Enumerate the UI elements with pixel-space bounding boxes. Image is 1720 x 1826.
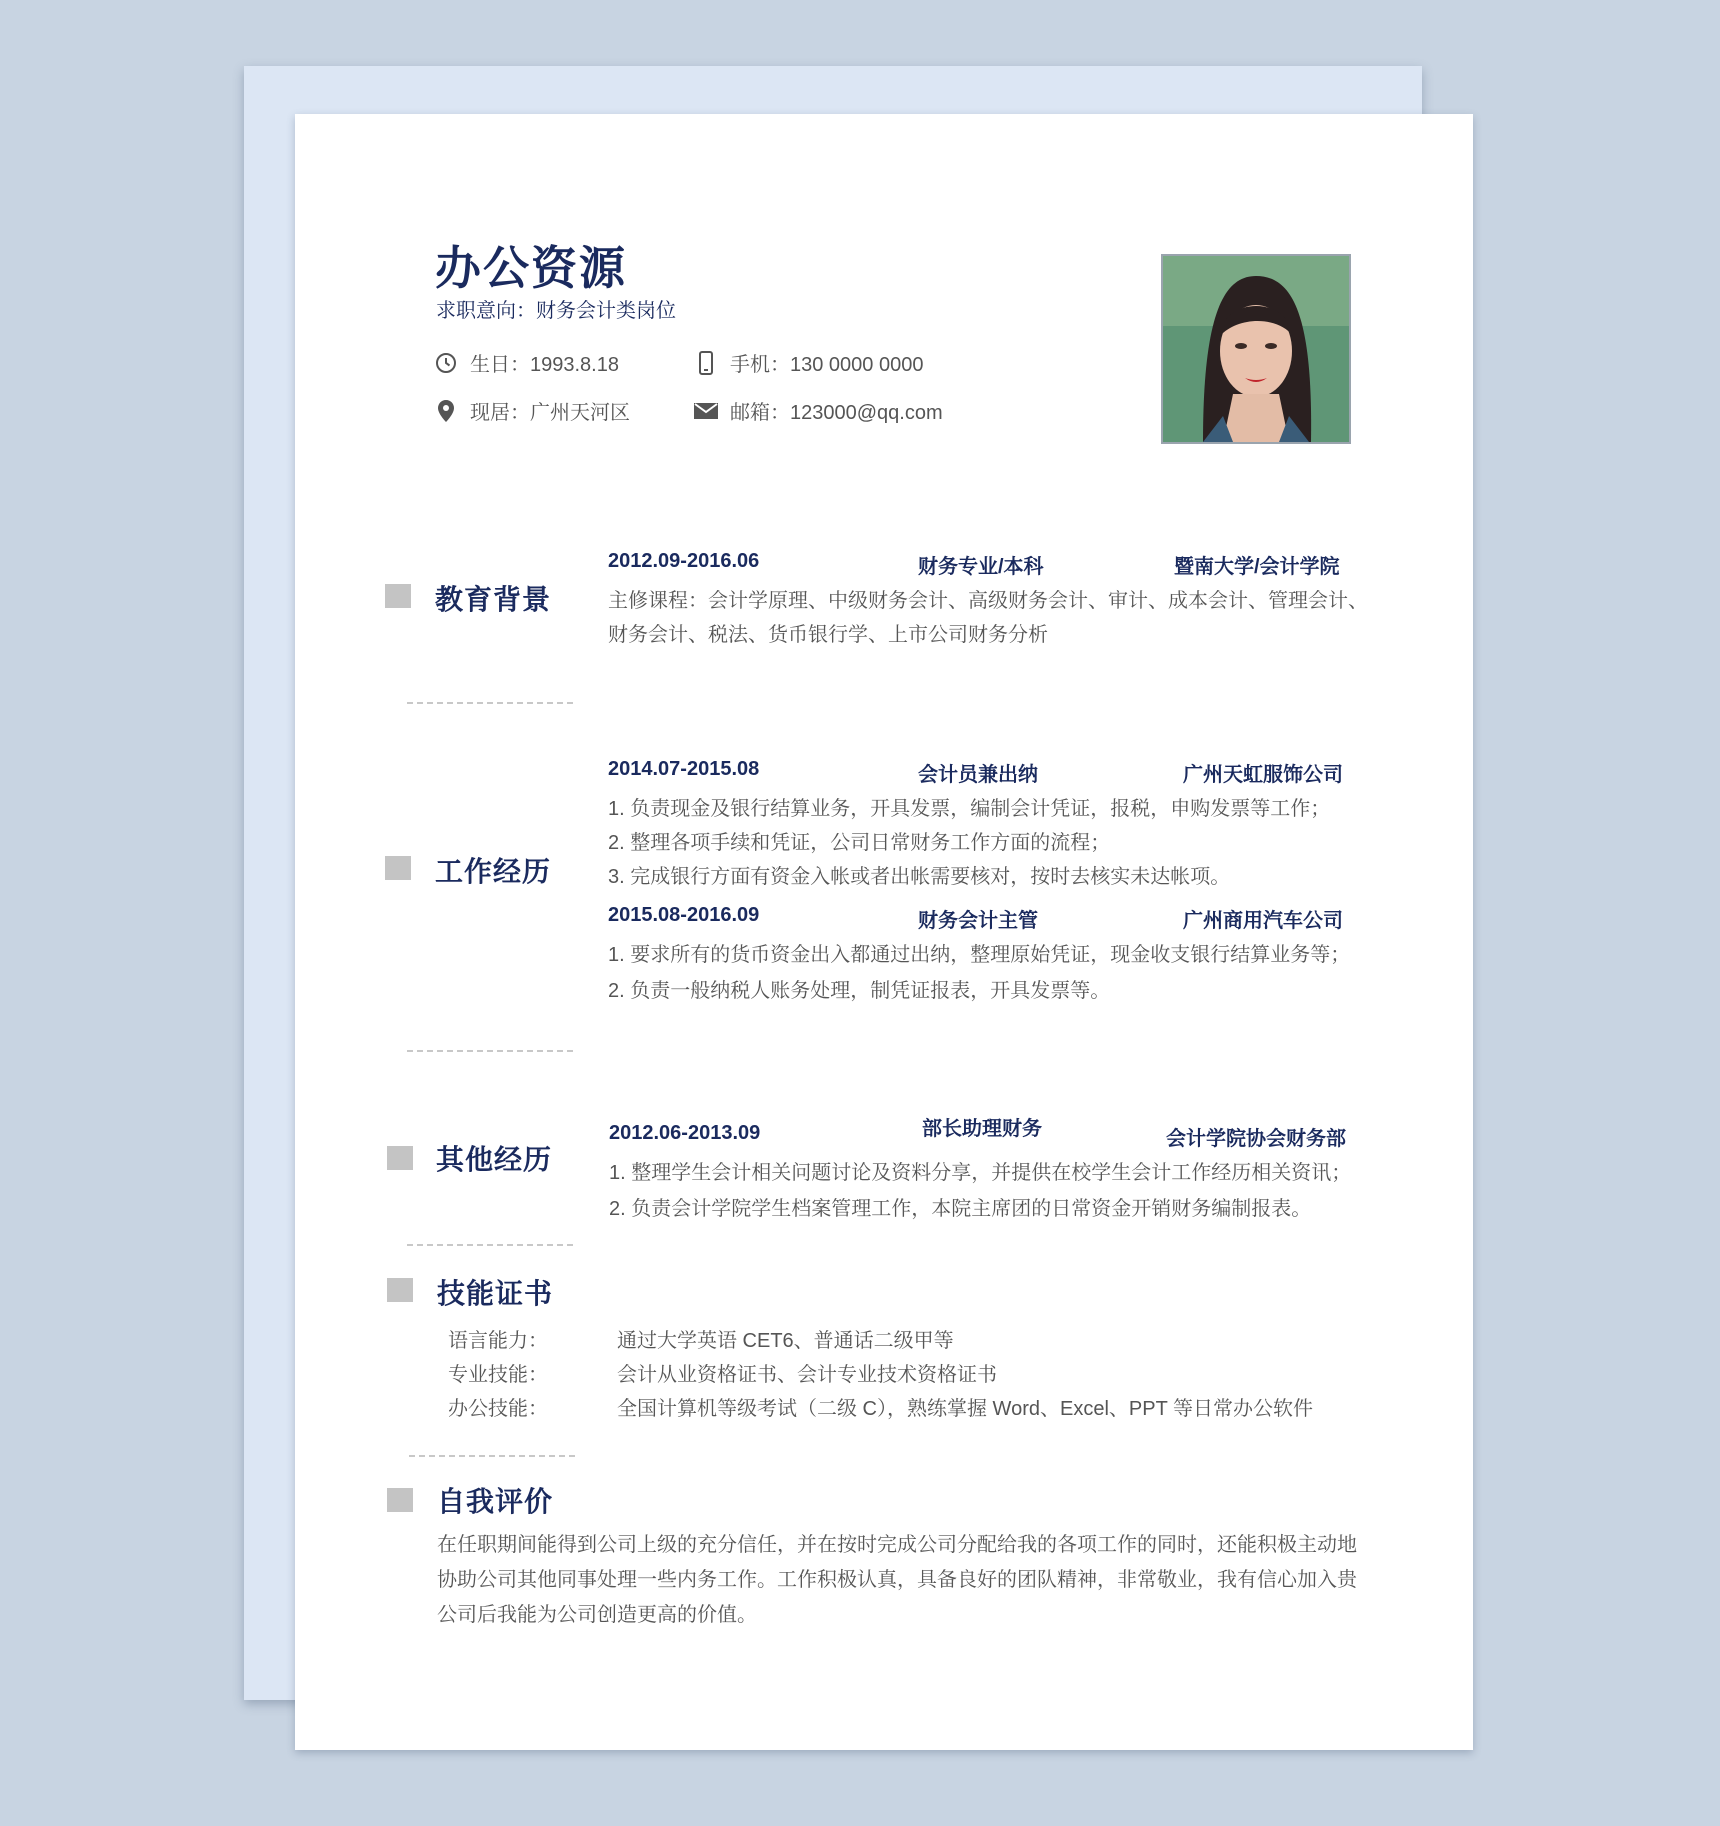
other-role: 部长助理财务 — [922, 1118, 1042, 1140]
residence-info — [434, 396, 630, 425]
job-role: 会计员兼出纳 — [918, 764, 1038, 786]
skill-label: 语言能力： — [448, 1330, 548, 1352]
skill-value: 通过大学英语 CET6、普通话二级甲等 — [617, 1330, 954, 1352]
section-title-skills: 技能证书 — [437, 1278, 554, 1309]
other-duty: 1. 整理学生会计相关问题讨论及资料分享，并提供在校学生会计工作经历相关资讯； — [609, 1162, 1352, 1184]
email-info — [694, 396, 943, 425]
clock-icon — [434, 351, 458, 375]
mail-icon — [694, 399, 718, 423]
section-title-self: 自我评价 — [437, 1486, 554, 1517]
section-marker-education — [385, 584, 411, 608]
portrait-illustration — [1163, 256, 1349, 442]
birthday-text: 生日：1993.8.18 — [470, 354, 619, 376]
job-company: 广州天虹服饰公司 — [1183, 764, 1343, 786]
section-title-work: 工作经历 — [435, 856, 552, 887]
phone-icon — [694, 351, 718, 375]
job-period: 2015.08-2016.09 — [608, 904, 760, 926]
section-marker-self — [387, 1488, 413, 1512]
education-major: 财务专业/本科 — [918, 556, 1044, 578]
job-intent: 求职意向：财务会计类岗位 — [436, 300, 676, 322]
job-duty: 3. 完成银行方面有资金入帐或者出帐需要核对，按时去核实未达帐项。 — [608, 866, 1231, 888]
education-school: 暨南大学/会计学院 — [1174, 556, 1340, 578]
email-text: 邮箱：123000@qq.com — [730, 402, 943, 424]
section-title-other: 其他经历 — [436, 1144, 553, 1175]
job-duty: 1. 要求所有的货币资金出入都通过出纳，整理原始凭证，现金收支银行结算业务等； — [608, 944, 1351, 966]
other-duty: 2. 负责会计学院学生档案管理工作，本院主席团的日常资金开销财务编制报表。 — [609, 1198, 1312, 1220]
other-org: 会计学院协会财务部 — [1166, 1128, 1346, 1150]
job-company: 广州商用汽车公司 — [1183, 910, 1343, 932]
job-period: 2014.07-2015.08 — [608, 758, 760, 780]
education-line: 财务会计、税法、货币银行学、上市公司财务分析 — [608, 624, 1048, 646]
phone-info — [694, 348, 923, 377]
location-pin-icon — [434, 399, 458, 423]
education-line: 主修课程：会计学原理、中级财务会计、高级财务会计、审计、成本会计、管理会计、 — [608, 590, 1368, 612]
skill-label: 专业技能： — [448, 1364, 548, 1386]
other-period: 2012.06-2013.09 — [609, 1122, 761, 1144]
section-marker-other — [387, 1146, 413, 1170]
section-title-education: 教育背景 — [435, 584, 552, 615]
phone-text: 手机：130 0000 0000 — [730, 354, 924, 376]
skill-value: 全国计算机等级考试（二级 C），熟练掌握 Word、Excel、PPT 等日常办公软件 — [617, 1398, 1313, 1420]
resume-page — [295, 114, 1473, 1750]
job-duty: 2. 负责一般纳税人账务处理，制凭证报表，开具发票等。 — [608, 980, 1111, 1002]
candidate-name: 办公资源 — [435, 242, 627, 294]
skill-label: 办公技能： — [448, 1398, 548, 1420]
job-duty: 2. 整理各项手续和凭证，公司日常财务工作方面的流程； — [608, 832, 1111, 854]
section-divider — [409, 1455, 575, 1457]
residence-text: 现居：广州天河区 — [470, 402, 630, 424]
job-role: 财务会计主管 — [918, 910, 1038, 932]
section-divider — [407, 1244, 573, 1246]
birthday-info — [434, 348, 619, 377]
skill-value: 会计从业资格证书、会计专业技术资格证书 — [617, 1364, 997, 1386]
section-marker-work — [385, 856, 411, 880]
section-divider — [407, 1050, 573, 1052]
self-evaluation-text: 在任职期间能得到公司上级的充分信任，并在按时完成公司分配给我的各项工作的同时，还能积极主动地协助公司其他同事处理一些内务工作。工作积极认真，具备良好的团队精神，非常敬业，我有信心加入贵公司后我能为公司创造更高的价值。 — [437, 1534, 1357, 1626]
job-duty: 1. 负责现金及银行结算业务，开具发票，编制会计凭证，报税，申购发票等工作； — [608, 798, 1331, 820]
section-marker-skills — [387, 1278, 413, 1302]
education-period: 2012.09-2016.06 — [608, 550, 760, 572]
section-divider — [407, 702, 573, 704]
profile-photo — [1161, 254, 1351, 444]
